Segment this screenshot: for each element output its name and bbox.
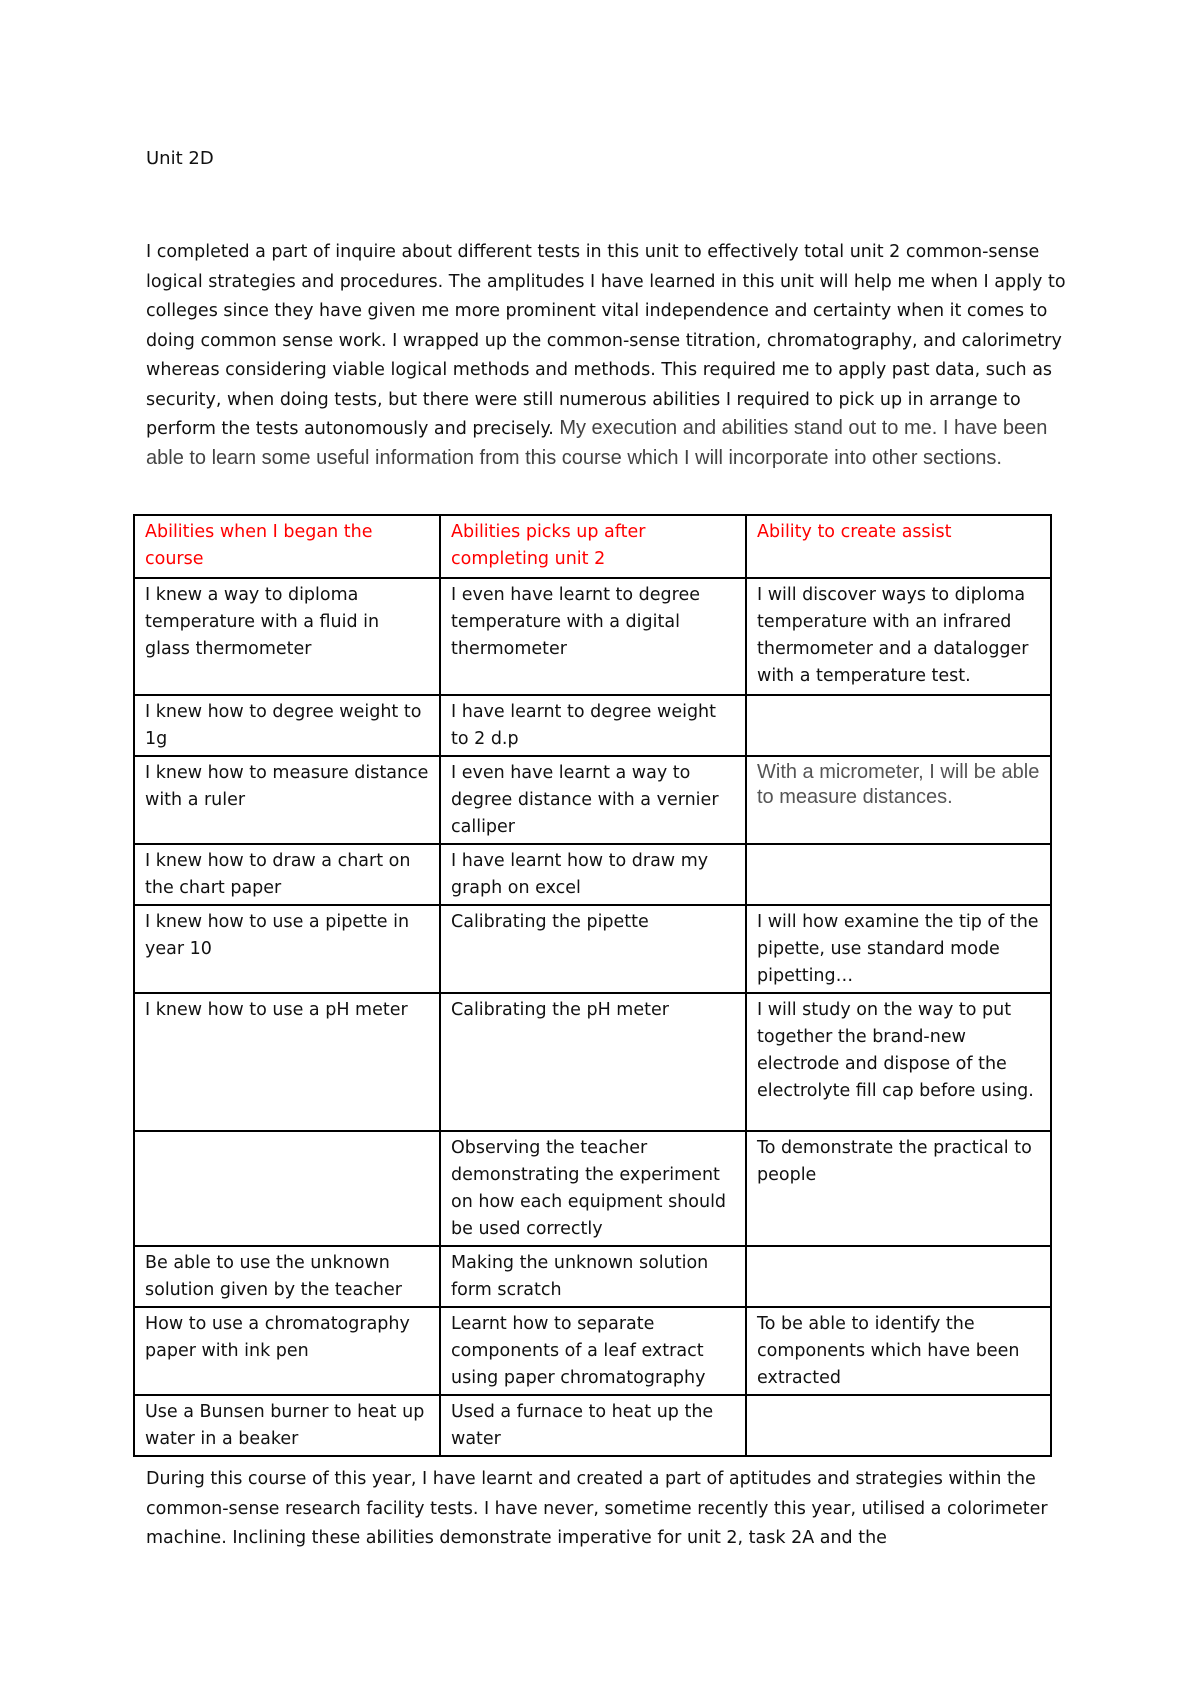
closing-paragraph: During this course of this year, I have learnt and created a part of aptitudes and strategies within the common-sense research facility tests. I have never, sometime recently this year, utilised a colorimeter machine. Inclining these abilities demonstrate imperative for unit 2, task 2A and the [146, 1469, 1048, 1548]
table-cell: I knew a way to diploma temperature with a fluid in glass thermometer [134, 578, 440, 695]
header-cell: Abilities picks up after completing unit 2 [440, 515, 746, 578]
table-cell [746, 1395, 1051, 1456]
table-cell: I knew how to use a pipette in year 10 [134, 905, 440, 993]
table-cell: Used a furnace to heat up the water [440, 1395, 746, 1456]
table-cell: Use a Bunsen burner to heat up water in a beaker [134, 1395, 440, 1456]
table-cell [746, 695, 1051, 756]
table-cell: To demonstrate the practical to people [746, 1131, 1051, 1246]
table-cell: I knew how to measure distance with a ruler [134, 756, 440, 844]
table-cell: I knew how to degree weight to 1g [134, 695, 440, 756]
table-row [134, 695, 1051, 756]
table-row [134, 844, 1051, 905]
table-cell: Making the unknown solution form scratch [440, 1246, 746, 1307]
table-cell: I even have learnt to degree temperature with a digital thermometer [440, 578, 746, 695]
table-header-row [134, 515, 1051, 578]
table-cell: I knew how to draw a chart on the chart paper [134, 844, 440, 905]
table-cell: Calibrating the pipette [440, 905, 746, 993]
table-cell [134, 1131, 440, 1246]
table-row [134, 1307, 1051, 1395]
table-cell: I have learnt to degree weight to 2 d.p [440, 695, 746, 756]
page-title: Unit 2D [146, 148, 214, 169]
table-row [134, 905, 1051, 993]
table-row [134, 993, 1051, 1131]
table-row [134, 1131, 1051, 1246]
table-cell: Learnt how to separate components of a leaf extract using paper chromatography [440, 1307, 746, 1395]
table-cell: I even have learnt a way to degree distance with a vernier calliper [440, 756, 746, 844]
table-cell [746, 844, 1051, 905]
intro-tail-text: My execution and abilities stand out to me. I have been able to learn some useful information from this course which I will incorporate into other sections. [146, 417, 1048, 469]
table-cell [746, 1246, 1051, 1307]
table-cell: I knew how to use a pH meter [134, 993, 440, 1131]
intro-text: I completed a part of inquire about different tests in this unit to effectively total unit 2 common-sense logical strategies and procedures. The amplitudes I have learned in this unit will help me when I apply to colleges since they have given me more prominent vital independence and certainty when it comes to doing common sense work. I wrapped up the common-sense titration, chromatography, and calorimetry whereas considering viable logical methods and methods. This required me to apply past data, such as security, when doing tests, but there were still numerous abilities I required to pick up in arrange to perform the tests autonomously and precisely. [146, 242, 1066, 439]
header-cell: Ability to create assist [746, 515, 1051, 578]
table-cell: With a micrometer, I will be able to measure distances. [746, 756, 1051, 844]
table-cell: I will study on the way to put together the brand-new electrode and dispose of the electrolyte fill cap before using. [746, 993, 1051, 1131]
header-cell: Abilities when I began the course [134, 515, 440, 578]
table-cell: I will how examine the tip of the pipette, use standard mode pipetting… [746, 905, 1051, 993]
table-cell: I will discover ways to diploma temperature with an infrared thermometer and a datalogger with a temperature test. [746, 578, 1051, 695]
intro-paragraph [146, 238, 1066, 474]
table-row [134, 578, 1051, 695]
table-row [134, 1395, 1051, 1456]
table-row [134, 1246, 1051, 1307]
table-cell: Calibrating the pH meter [440, 993, 746, 1131]
table-cell: I have learnt how to draw my graph on excel [440, 844, 746, 905]
table-cell: How to use a chromatography paper with ink pen [134, 1307, 440, 1395]
table-row [134, 756, 1051, 844]
table-cell: Be able to use the unknown solution given by the teacher [134, 1246, 440, 1307]
abilities-table [133, 514, 1052, 1457]
table-cell: To be able to identify the components which have been extracted [746, 1307, 1051, 1395]
table-cell: Observing the teacher demonstrating the experiment on how each equipment should be used correctly [440, 1131, 746, 1246]
